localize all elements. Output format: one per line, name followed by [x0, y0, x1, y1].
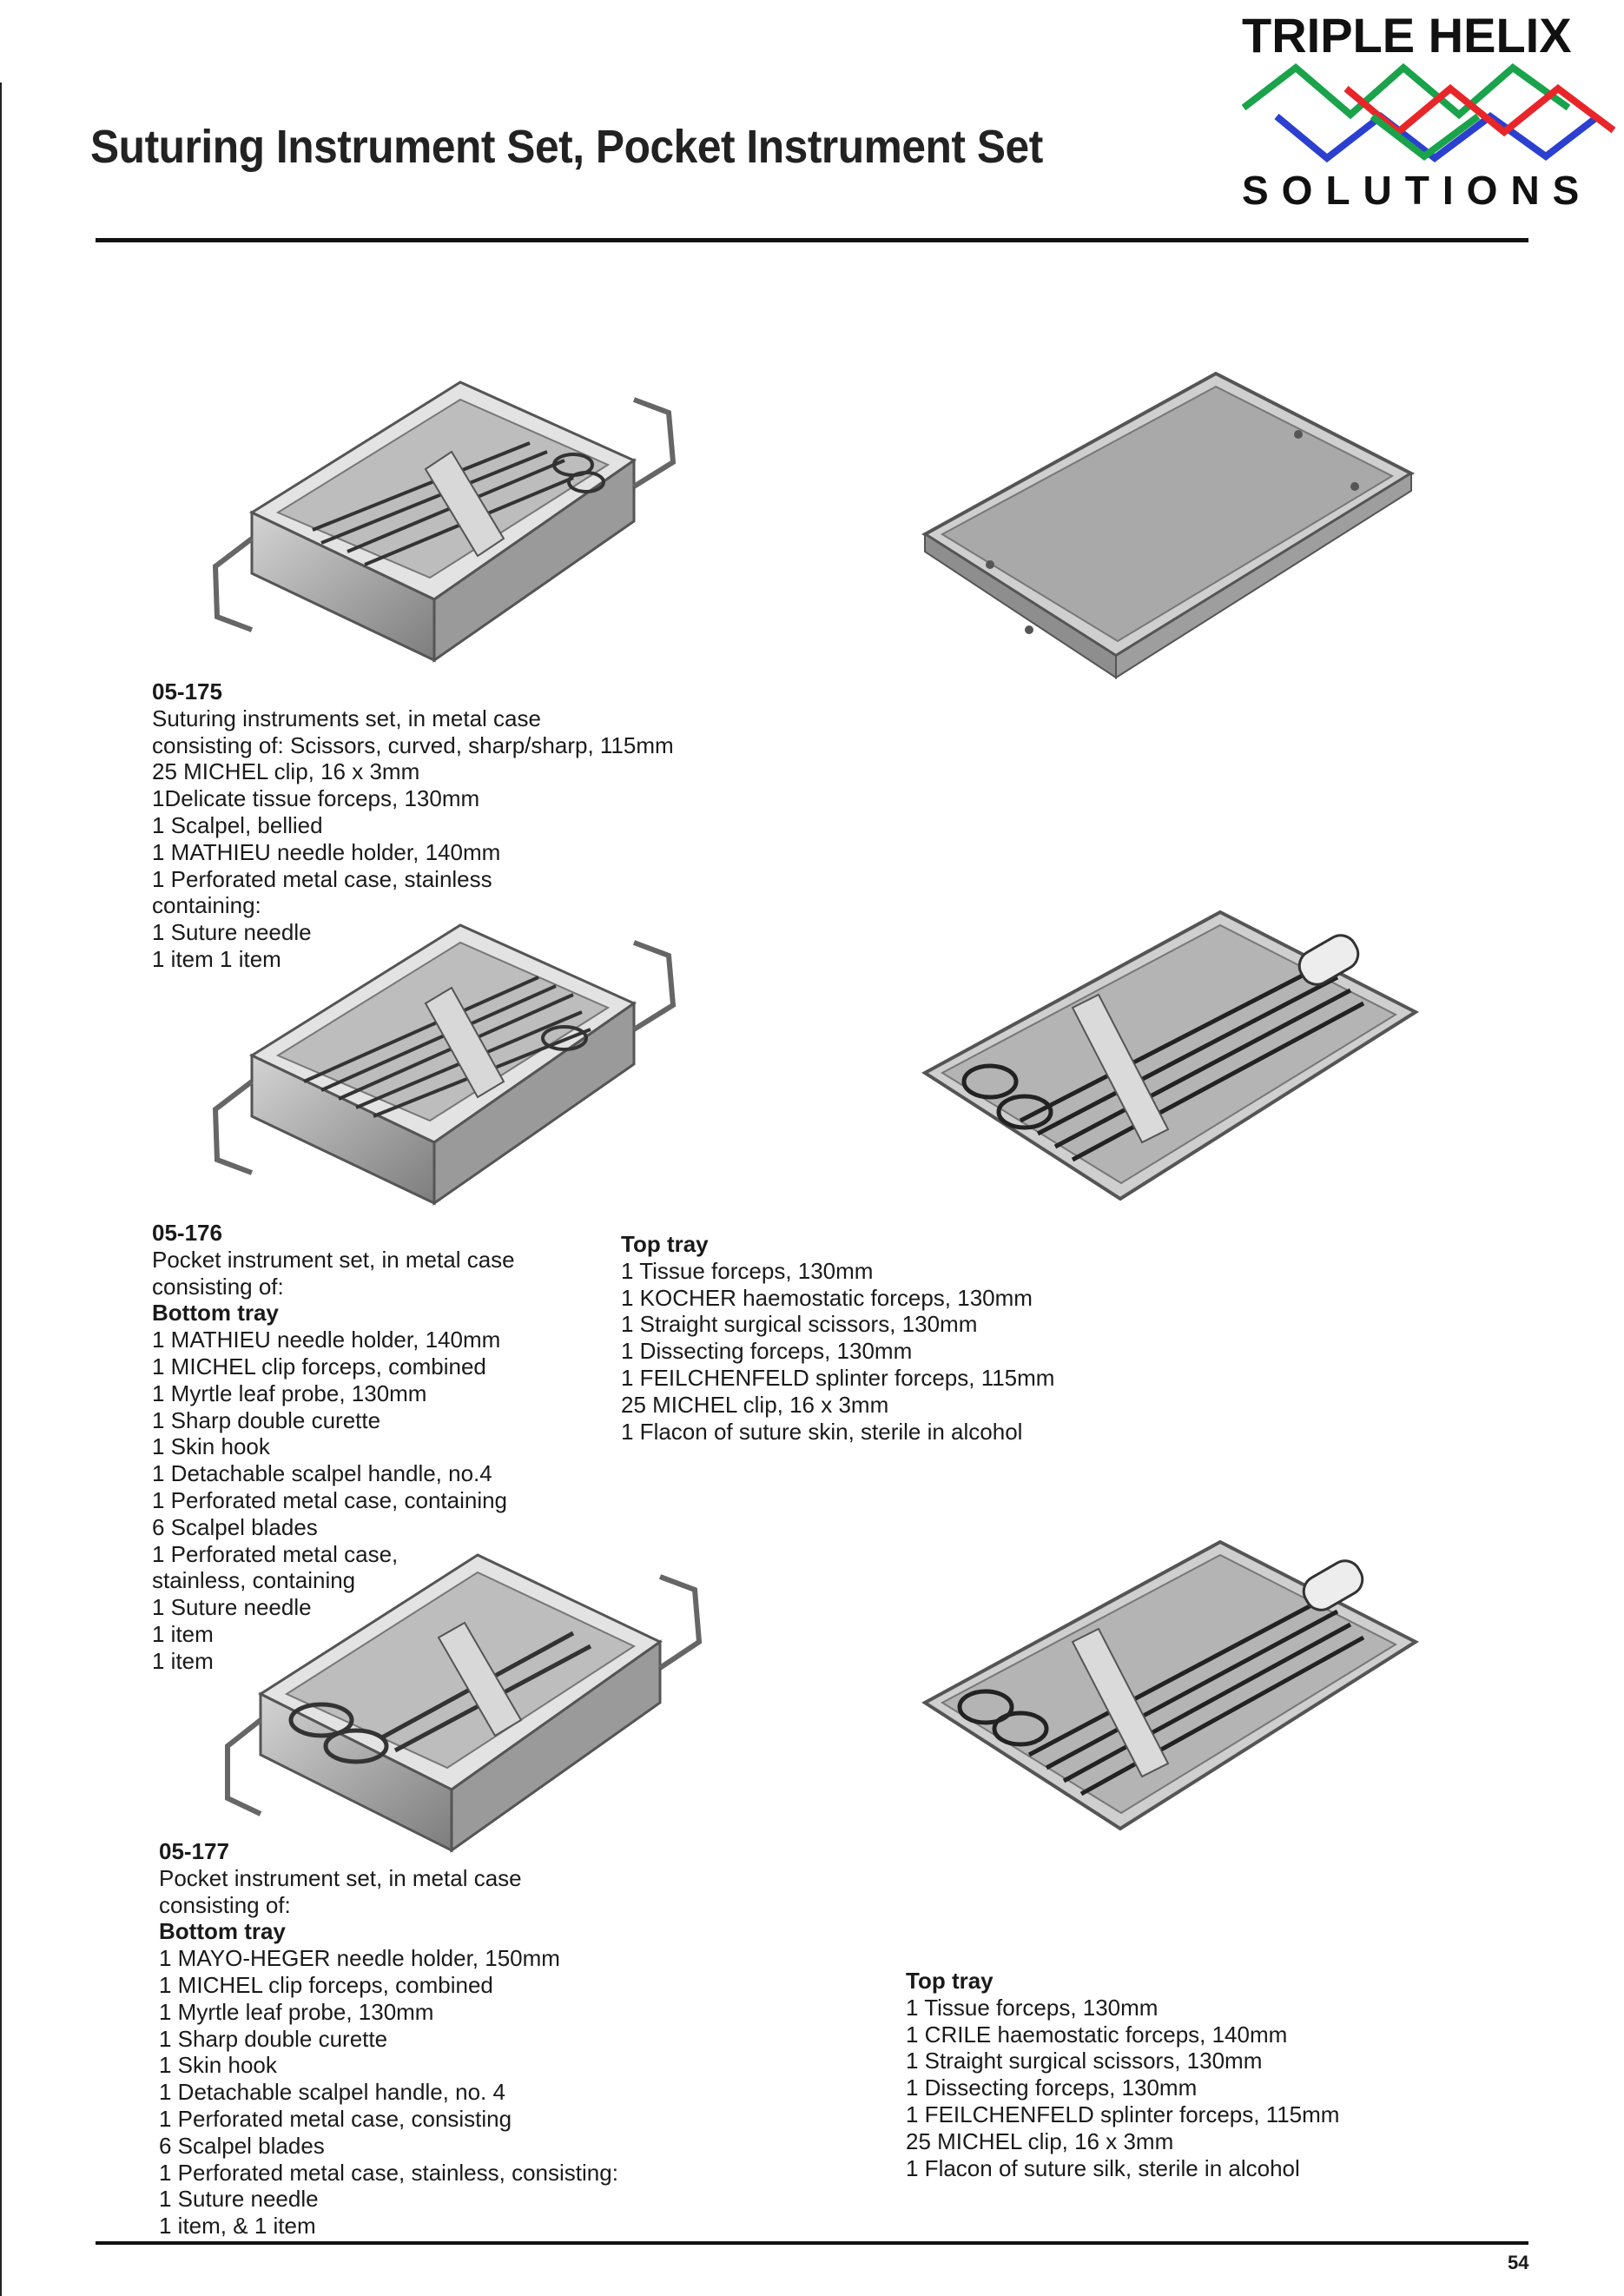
tray-item: 1 Perforated metal case, [152, 1540, 399, 1567]
product-code: 05-176 [152, 1220, 222, 1246]
product-05-176-description [152, 1220, 515, 1675]
description-line: 1Delicate tissue forceps, 130mm [152, 785, 480, 812]
bottom-tray-heading: Bottom tray [152, 1300, 279, 1327]
page-title: Suturing Instrument Set, Pocket Instrument Set [90, 121, 1043, 173]
product-code: 05-177 [159, 1838, 229, 1864]
page-number: 54 [1508, 2252, 1529, 2273]
tray-item: 1 Perforated metal case, stainless, consisting: [159, 2159, 618, 2186]
description-line: 1 Perforated metal case, stainless [152, 865, 492, 892]
description-line: containing: [152, 892, 261, 919]
left-margin-rule [0, 83, 2, 2296]
description-line: Pocket instrument set, in metal case [152, 1246, 515, 1273]
top-tray-heading: Top tray [906, 1968, 994, 1994]
tray-item: 1 Myrtle leaf probe, 130mm [152, 1380, 427, 1406]
tray-item: 1 Flacon of suture silk, sterile in alcohol [906, 2154, 1300, 2181]
description-line: 25 MICHEL clip, 16 x 3mm [152, 758, 420, 785]
description-line: 1 Suture needle [152, 919, 312, 946]
description-line: consisting of: [159, 1891, 291, 1918]
product-photo-05-175-lid [916, 365, 1420, 695]
tray-item: 1 Myrtle leaf probe, 130mm [159, 1998, 434, 2025]
tray-item: 1 item, & 1 item [159, 2213, 316, 2240]
product-05-175-description [152, 678, 674, 973]
product-05-176-top-tray [621, 1231, 1054, 1445]
tray-item: 1 Suture needle [159, 2186, 319, 2213]
description-line: Pocket instrument set, in metal case [159, 1864, 522, 1891]
tray-item: 1 Straight surgical scissors, 130mm [621, 1311, 978, 1338]
top-tray-heading: Top tray [621, 1231, 709, 1257]
product-photo-05-176-top-tray [916, 903, 1420, 1251]
tray-item: 25 MICHEL clip, 16 x 3mm [906, 2127, 1174, 2154]
tray-item: 1 Detachable scalpel handle, no.4 [152, 1460, 492, 1487]
tray-item: 1 Dissecting forceps, 130mm [621, 1338, 913, 1365]
tray-item: 1 KOCHER haemostatic forceps, 130mm [621, 1284, 1033, 1311]
tray-item: 1 item [152, 1647, 214, 1674]
tray-item: 1 Detachable scalpel handle, no. 4 [159, 2079, 505, 2106]
tray-item: 1 MICHEL clip forceps, combined [159, 1971, 493, 1998]
description-line: 1 MATHIEU needle holder, 140mm [152, 838, 501, 865]
product-05-177-description [159, 1838, 618, 2240]
description-line: 1 item 1 item [152, 945, 281, 972]
tray-item: stainless, containing [152, 1567, 356, 1594]
tray-item: 1 Flacon of suture skin, sterile in alcohol [621, 1418, 1023, 1445]
tray-item: 1 item [152, 1620, 214, 1647]
tray-item: 1 Perforated metal case, containing [152, 1486, 508, 1513]
description-line: consisting of: [152, 1273, 284, 1300]
description-line: consisting of: Scissors, curved, sharp/sharp, 115mm [152, 731, 674, 758]
tray-item: 1 Skin hook [159, 2052, 277, 2079]
tray-item: 1 MAYO-HEGER needle holder, 150mm [159, 1945, 560, 1972]
tray-item: 6 Scalpel blades [159, 2132, 325, 2159]
tray-item: 1 Tissue forceps, 130mm [621, 1257, 874, 1284]
product-05-177-top-tray [906, 1968, 1339, 2181]
tray-item: 1 MATHIEU needle holder, 140mm [152, 1327, 501, 1353]
tray-item: 1 Sharp double curette [159, 2025, 388, 2052]
description-line: 1 Scalpel, bellied [152, 811, 323, 838]
footer-divider [96, 2241, 1528, 2245]
tray-item: 1 Sharp double curette [152, 1406, 381, 1433]
logo-bottom-text: SOLUTIONS [1242, 168, 1593, 213]
tray-item: 1 Dissecting forceps, 130mm [906, 2074, 1198, 2101]
tray-item: 1 MICHEL clip forceps, combined [152, 1353, 486, 1380]
bottom-tray-heading: Bottom tray [159, 1918, 286, 1945]
tray-item: 1 FEILCHENFELD splinter forceps, 115mm [621, 1364, 1055, 1391]
tray-item: 1 Skin hook [152, 1433, 270, 1460]
tray-item: 1 FEILCHENFELD splinter forceps, 115mm [906, 2101, 1340, 2127]
tray-item: 1 Tissue forceps, 130mm [906, 1994, 1159, 2021]
tray-item: 1 CRILE haemostatic forceps, 140mm [906, 2021, 1288, 2048]
tray-item: 1 Straight surgical scissors, 130mm [906, 2048, 1263, 2074]
description-line: Suturing instruments set, in metal case [152, 705, 541, 731]
header-divider [96, 238, 1528, 242]
product-code: 05-175 [152, 678, 222, 705]
helix-wave-icon [1242, 63, 1624, 167]
tray-item: 1 Perforated metal case, consisting [159, 2105, 512, 2132]
tray-item: 1 Suture needle [152, 1594, 312, 1621]
product-photo-05-175-case [200, 365, 756, 712]
tray-item: 25 MICHEL clip, 16 x 3mm [621, 1391, 889, 1418]
product-photo-05-177-top-tray [916, 1533, 1420, 1881]
company-logo [1216, 0, 1624, 226]
tray-item: 6 Scalpel blades [152, 1513, 318, 1540]
logo-top-text: TRIPLE HELIX [1242, 8, 1572, 63]
